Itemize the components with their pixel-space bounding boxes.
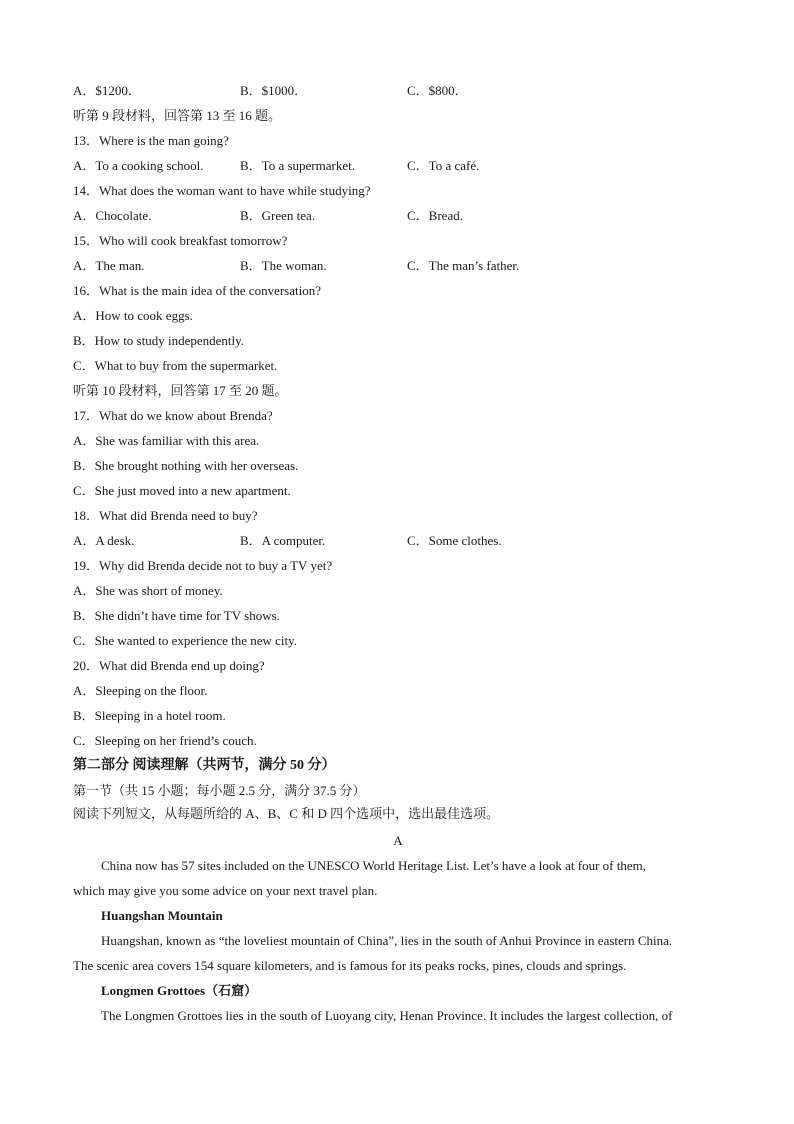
q20-option-c: C．Sleeping on her friend’s couch. — [73, 733, 257, 748]
q16-option-a: A．How to cook eggs. — [73, 308, 193, 323]
q17-option-c: C．She just moved into a new apartment. — [73, 483, 291, 498]
huangshan-line-2: The scenic area covers 154 square kilometers, and is famous for its peaks rocks, pines, clouds and springs. — [73, 958, 627, 973]
longmen-line-1: The Longmen Grottoes lies in the south of Luoyang city, Henan Province. It includes the largest collection, of — [101, 1008, 673, 1023]
q17-option-b: B．She brought nothing with her overseas. — [73, 458, 299, 473]
q19-option-b: B．She didn’t have time for TV shows. — [73, 608, 280, 623]
q12-option-b: B．$1000． — [240, 83, 308, 98]
q18-option-a: A．A desk. — [73, 533, 135, 548]
q15-option-a: A．The man. — [73, 258, 145, 273]
q13-options-row — [73, 153, 733, 178]
q20-option-b: B．Sleeping in a hotel room. — [73, 708, 226, 723]
q12-option-c: C．$800． — [407, 83, 468, 98]
q14-option-c: C．Bread. — [407, 208, 463, 223]
q15-options-row — [73, 253, 733, 278]
q13-stem: 13．Where is the man going? — [73, 133, 229, 148]
q18-option-b: B．A computer. — [240, 533, 326, 548]
listening-instruction-10: 听第 10 段材料，回答第 17 至 20 题。 — [73, 383, 288, 398]
q14-option-a: A．Chocolate. — [73, 208, 152, 223]
passage-label: A — [393, 833, 403, 848]
heading-huangshan: Huangshan Mountain — [101, 908, 223, 923]
huangshan-line-1: Huangshan, known as “the loveliest mountain of China”, lies in the south of Anhui Province in eastern China. — [101, 933, 673, 948]
q14-options-row — [73, 203, 733, 228]
q12-options-row — [73, 78, 733, 103]
q13-option-b: B．To a supermarket. — [240, 158, 355, 173]
q15-option-c: C．The man’s father. — [407, 258, 520, 273]
part-two-title: 第二部分 阅读理解（共两节，满分 50 分） — [73, 758, 336, 773]
q14-option-b: B．Green tea. — [240, 208, 316, 223]
q15-stem: 15．Who will cook breakfast tomorrow? — [73, 233, 288, 248]
q19-option-c: C．She wanted to experience the new city. — [73, 633, 298, 648]
q16-option-c: C．What to buy from the supermarket. — [73, 358, 278, 373]
q13-option-c: C．To a café. — [407, 158, 480, 173]
q17-option-a: A．She was familiar with this area. — [73, 433, 260, 448]
q16-stem: 16．What is the main idea of the conversation? — [73, 283, 322, 298]
q16-option-b: B．How to study independently. — [73, 333, 245, 348]
q18-options-row — [73, 528, 733, 553]
q19-option-a: A．She was short of money. — [73, 583, 223, 598]
passage-intro-line-1: China now has 57 sites included on the UNESCO World Heritage List. Let’s have a look at four of them, — [101, 858, 646, 873]
q18-option-c: C．Some clothes. — [407, 533, 502, 548]
q15-option-b: B．The woman. — [240, 258, 327, 273]
heading-longmen: Longmen Grottoes（石窟） — [101, 983, 258, 998]
q20-stem: 20．What did Brenda end up doing? — [73, 658, 265, 673]
q13-option-a: A．To a cooking school. — [73, 158, 204, 173]
listening-instruction-9: 听第 9 段材料，回答第 13 至 16 题。 — [73, 108, 282, 123]
q20-option-a: A．Sleeping on the floor. — [73, 683, 208, 698]
q18-stem: 18．What did Brenda need to buy? — [73, 508, 258, 523]
q17-stem: 17．What do we know about Brenda? — [73, 408, 273, 423]
section-one-title: 第一节（共 15 小题；每小题 2.5 分，满分 37.5 分） — [73, 783, 366, 798]
section-one-instruction: 阅读下列短文，从每题所给的 A、B、C 和 D 四个选项中，选出最佳选项。 — [73, 806, 500, 821]
q14-stem: 14．What does the woman want to have while studying? — [73, 183, 371, 198]
q19-stem: 19．Why did Brenda decide not to buy a TV yet? — [73, 558, 333, 573]
passage-intro-line-2: which may give you some advice on your next travel plan. — [73, 883, 378, 898]
q12-option-a: A．$1200． — [73, 83, 141, 98]
